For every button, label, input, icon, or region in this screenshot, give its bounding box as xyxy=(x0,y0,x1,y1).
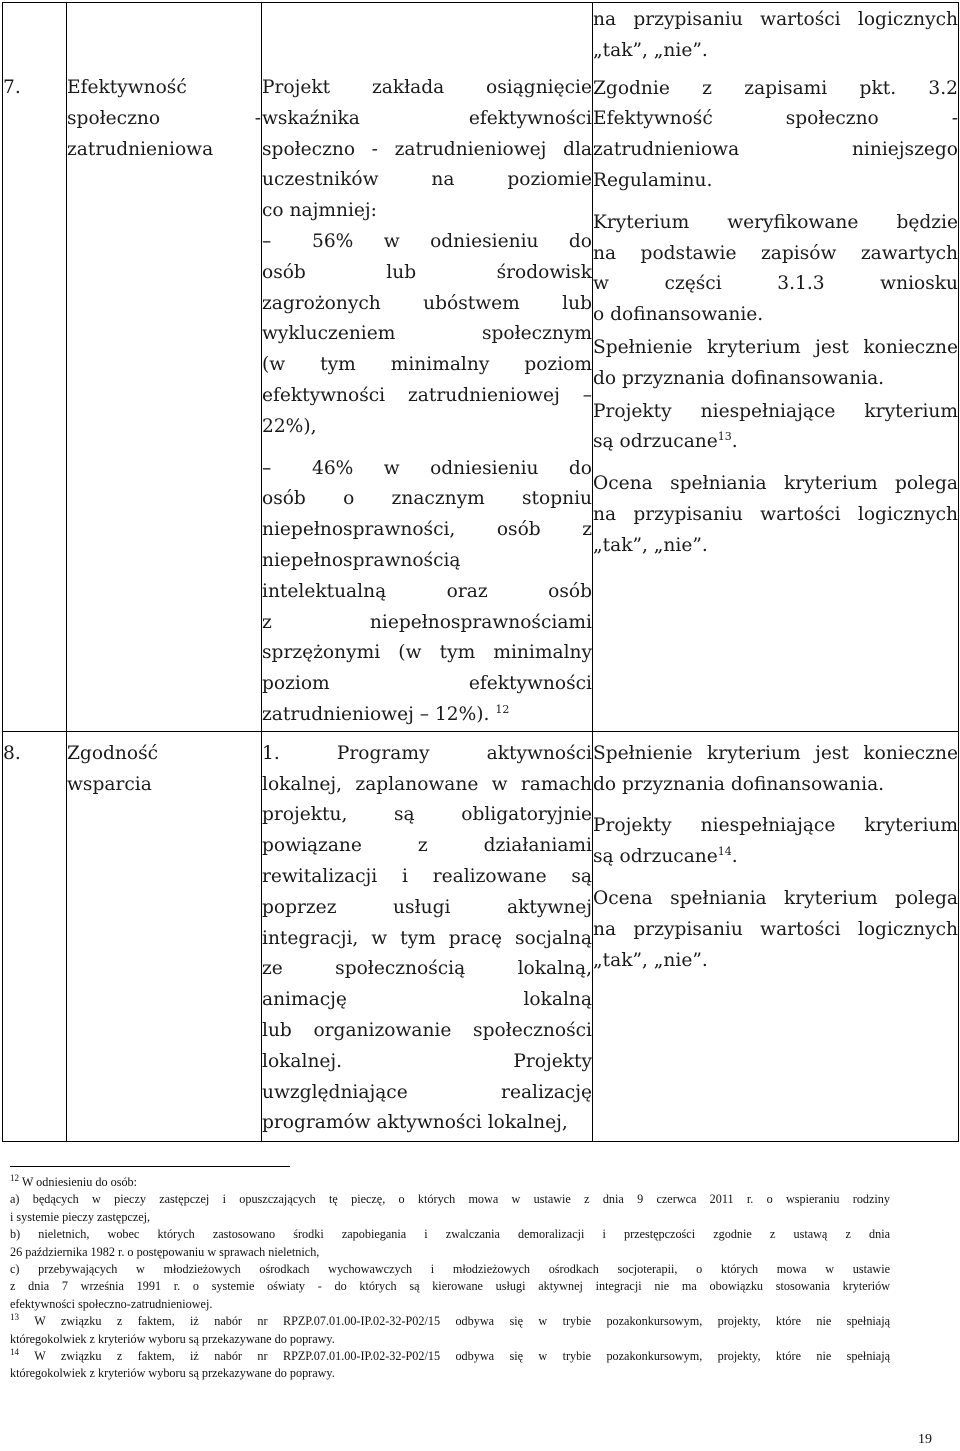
description-line: projektu, są obligatoryjnie xyxy=(262,804,592,826)
method-line: Efektywność społeczno - xyxy=(593,108,958,130)
footnote-12 xyxy=(10,1174,890,1191)
method-line: w części 3.1.3 wniosku xyxy=(593,273,958,295)
footnote-separator xyxy=(10,1166,290,1167)
method-line: o dofinansowanie. xyxy=(593,304,764,326)
criterion-description-cell xyxy=(262,731,593,1141)
description-line: niepełnosprawności, osób z xyxy=(262,519,592,541)
page-number: 19 xyxy=(918,1432,932,1447)
description-line: wykluczeniem społecznym xyxy=(262,323,592,345)
footnote-ref[interactable]: 13 xyxy=(717,430,732,444)
description-line: ze społecznością lokalną, xyxy=(262,958,592,980)
criterion-name-line: Efektywność xyxy=(67,77,187,98)
description-line: osób lub środowisk xyxy=(262,261,592,283)
description-line: 56% w odniesieniu do xyxy=(312,230,592,252)
method-text: są odrzucane xyxy=(593,431,718,453)
method-text: są odrzucane xyxy=(593,846,718,868)
bullet-item xyxy=(262,227,592,258)
footnote-14 xyxy=(10,1348,890,1365)
footnote-line: efektywności społeczno-zatrudnieniowej. xyxy=(10,1296,213,1311)
description-line: sprzężonymi (w tym minimalny xyxy=(262,642,592,664)
footnote-13 xyxy=(10,1313,890,1330)
method-line: zatrudnieniowa niniejszego xyxy=(593,139,958,161)
criterion-name-line: wsparcia xyxy=(67,773,152,795)
description-line: uwzględniające realizację xyxy=(262,1081,592,1103)
method-line: na podstawie zapisów zawartych xyxy=(593,242,958,264)
criteria-table xyxy=(2,2,959,1142)
method-line: „tak”, „nie”. xyxy=(593,39,708,61)
description-text: zatrudnieniowej – 12%). xyxy=(262,703,490,725)
description-line: społeczno - zatrudnieniowej dla xyxy=(262,138,592,160)
method-line: Kryterium weryfikowane będzie xyxy=(593,211,958,233)
method-line: są odrzucane$^{14}$. xyxy=(593,844,738,868)
footnote-ref[interactable]: 14 xyxy=(717,844,732,858)
criterion-name-line: Zgodność xyxy=(67,742,159,764)
description-line: integracji, w tym pracę socjalną xyxy=(262,927,592,949)
footnote-mark: 14 xyxy=(10,1347,19,1357)
description-line: 22%), xyxy=(262,415,317,437)
footnote-line: któregokolwiek z kryteriów wyboru są przekazywane do poprawy. xyxy=(10,1331,335,1346)
description-line: animację lokalną xyxy=(262,989,592,1011)
evaluation-method-cell xyxy=(593,731,959,1141)
description-line: 1. Programy aktywności xyxy=(262,742,592,764)
description-line: lub organizowanie społeczności xyxy=(262,1019,592,1041)
row-number: 8. xyxy=(3,742,21,764)
description-line: uczestników na poziomie xyxy=(262,169,592,191)
description-line: intelektualną oraz osób xyxy=(262,580,592,602)
method-line: do przyznania dofinansowania. xyxy=(593,773,885,795)
row-number-cell xyxy=(3,731,67,1141)
description-line: co najmniej: xyxy=(262,200,377,222)
footnote-line: b) nieletnich, wobec których zastosowano środki zapobiegania i zwalczania demoralizacji i przestępczości zgodnie z ustawą z dnia xyxy=(10,1227,890,1242)
description-line: poziom efektywności xyxy=(262,673,592,695)
criterion-name-cell xyxy=(67,731,262,1141)
table-row-8 xyxy=(3,731,959,1141)
description-line: poprzez usługi aktywnej xyxy=(262,896,592,918)
method-line: Spełnienie kryterium jest konieczne xyxy=(593,336,958,358)
footnote-line: a) będących w pieczy zastępczej i opuszczających tę pieczę, o których mowa w ustawie z dnia 9 czerwca 2011 r. o wspieraniu rodziny xyxy=(10,1192,890,1207)
footnote-mark: 12 xyxy=(10,1172,19,1183)
row-number-cell xyxy=(3,3,67,732)
row-number: 7. xyxy=(3,77,21,98)
method-line: na przypisaniu wartości logicznych xyxy=(593,918,958,940)
method-line: Ocena spełniania kryterium polega xyxy=(593,887,958,909)
method-line: „tak”, „nie”. xyxy=(593,949,708,971)
criterion-name-cell xyxy=(67,3,262,732)
dash-bullet: – xyxy=(262,230,272,252)
description-line: niepełnosprawnością xyxy=(262,549,461,571)
footnote-line: któregokolwiek z kryteriów wyboru są przekazywane do poprawy. xyxy=(10,1366,335,1381)
footnote-line: c) przebywających w młodzieżowych ośrodkach wychowawczych i młodzieżowych ośrodkach socjoterapii, o których mowa w ustawie xyxy=(10,1262,890,1277)
description-line: programów aktywności lokalnej, xyxy=(262,1112,568,1134)
bullet-item xyxy=(262,454,592,485)
method-line: Regulaminu. xyxy=(593,169,713,191)
method-line: na przypisaniu wartości logicznych xyxy=(593,503,958,525)
description-line xyxy=(262,700,592,731)
description-line: zagrożonych ubóstwem lub xyxy=(262,292,592,314)
footnote-text: W odniesieniu do osób: xyxy=(21,1175,138,1189)
method-line: „tak”, „nie”. xyxy=(593,534,708,556)
description-line: z niepełnosprawnościami xyxy=(262,611,592,633)
method-line: Spełnienie kryterium jest konieczne xyxy=(593,742,958,764)
footnote-line: z dnia 7 września 1991 r. o systemie oświaty - do których są kierowane usługi aktywnej integracji nie ma obowiązku stosowania kryteriów xyxy=(10,1279,890,1294)
description-line: efektywności zatrudnieniowej – xyxy=(262,384,592,406)
evaluation-method-cell xyxy=(593,3,959,732)
description-line: lokalnej. Projekty xyxy=(262,1050,592,1072)
footnote-ref[interactable]: 12 xyxy=(495,702,510,716)
description-line: osób o znacznym stopniu xyxy=(262,488,592,510)
footnote-text: W związku z faktem, iż nabór nr RPZP.07.01.00-IP.02-32-P02/15 odbywa się w trybie pozakonkursowym, projekty, które nie spełniają xyxy=(34,1314,891,1329)
dash-bullet: – xyxy=(262,457,272,479)
footnote-mark: 13 xyxy=(10,1312,19,1323)
criterion-name-line: zatrudnieniowa xyxy=(67,138,214,160)
criterion-name-line: społeczno - xyxy=(67,107,261,129)
method-line: Ocena spełniania kryterium polega xyxy=(593,473,958,495)
description-line: Projekt zakłada osiągnięcie xyxy=(262,77,592,98)
footnote-text: W związku z faktem, iż nabór nr RPZP.07.01.00-IP.02-32-P02/15 odbywa się w trybie pozakonkursowym, projekty, które nie spełniają xyxy=(34,1349,891,1364)
criterion-description-cell xyxy=(262,3,593,732)
description-line: (w tym minimalny poziom xyxy=(262,354,592,376)
description-line: rewitalizacji i realizowane są xyxy=(262,865,592,887)
method-line: do przyznania dofinansowania. xyxy=(593,367,885,389)
method-line: są odrzucane$^{13}$. xyxy=(593,430,738,453)
table-row-7 xyxy=(3,3,959,732)
method-line: Zgodnie z zapisami pkt. 3.2 xyxy=(593,77,958,99)
method-line: Projekty niespełniające kryterium xyxy=(593,815,958,837)
description-line: 46% w odniesieniu do xyxy=(312,457,592,479)
description-line: wskaźnika efektywności xyxy=(262,107,592,129)
footnote-line: i systemie pieczy zastępczej, xyxy=(10,1209,151,1224)
footnote-line: 26 października 1982 r. o postępowaniu w sprawach nieletnich, xyxy=(10,1244,320,1259)
method-line: na przypisaniu wartości logicznych xyxy=(593,9,958,30)
method-line: Projekty niespełniające kryterium xyxy=(593,400,958,422)
description-line: lokalnej, zaplanowane w ramach xyxy=(262,773,592,795)
footnotes xyxy=(10,1174,890,1383)
description-line: powiązane z działaniami xyxy=(262,835,592,857)
